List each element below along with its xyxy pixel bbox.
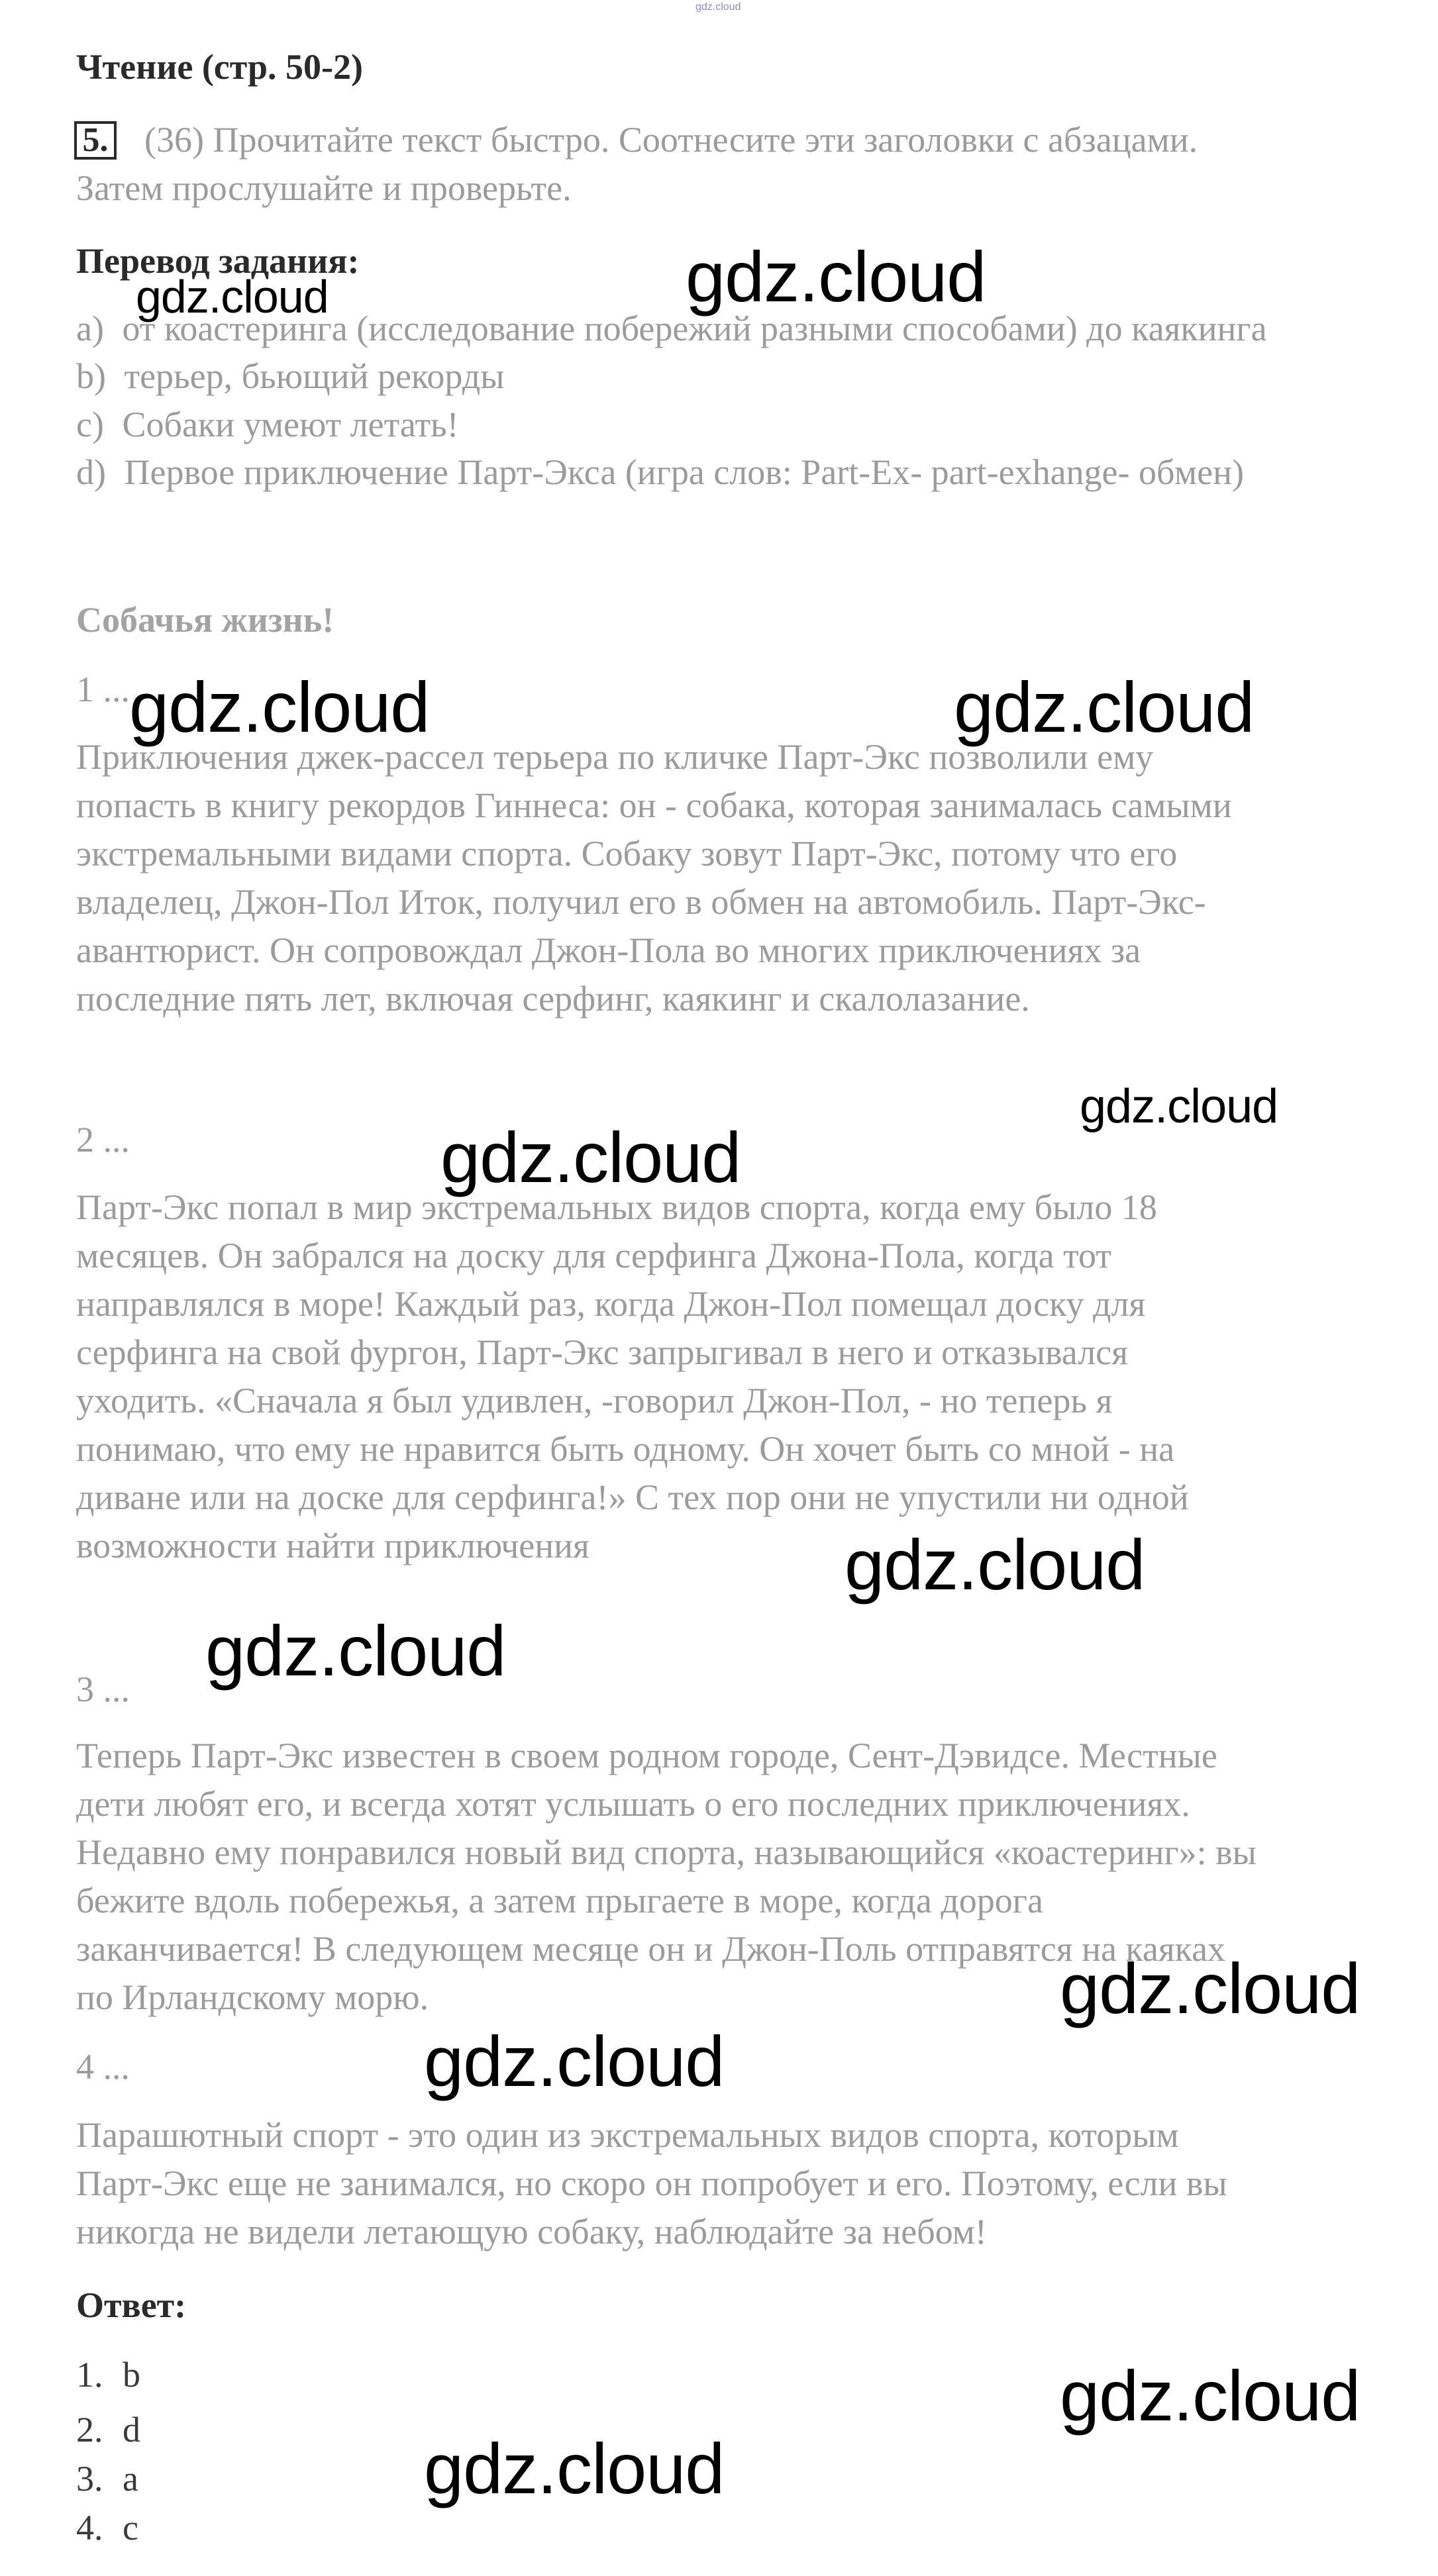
option-letter: c) xyxy=(76,405,104,444)
paragraph-2-line: диване или на доске для серфинга!» С тех пор они не упустили ни одной xyxy=(76,1477,1189,1517)
paragraph-2-line: уходить. «Сначала я был удивлен, -говорил Джон-Пол, - но теперь я xyxy=(76,1381,1113,1420)
paragraph-4-marker: 4 ... xyxy=(76,2047,130,2087)
paragraph-4-line: Парашютный спорт - это один из экстремальных видов спорта, которым xyxy=(76,2115,1179,2155)
task-instruction-line1: (36) Прочитайте текст быстро. Соотнесите эти заголовки с абзацами. xyxy=(144,120,1198,160)
watermark: gdz.cloud xyxy=(686,236,986,317)
paragraph-1-line: экстремальными видами спорта. Собаку зовут Парт-Экс, потому что его xyxy=(76,834,1178,873)
paragraph-4-line: Парт-Экс еще не занимался, но скоро он попробует и его. Поэтому, если вы xyxy=(76,2163,1227,2203)
paragraph-1-line: попасть в книгу рекордов Гиннеса: он - собака, которая занималась самыми xyxy=(76,785,1232,825)
answer-value: c xyxy=(123,2508,138,2548)
paragraph-1-line: последние пять лет, включая серфинг, каякинг и скалолазание. xyxy=(76,979,1030,1018)
paragraph-1-line: авантюрист. Он сопровождал Джон-Пола во многих приключениях за xyxy=(76,930,1141,970)
option-letter: d) xyxy=(76,452,106,492)
answer-item xyxy=(76,2354,140,2395)
answer-item xyxy=(76,2409,140,2450)
watermark: gdz.cloud xyxy=(205,1610,506,1691)
option-text: терьер, бьющий рекорды xyxy=(124,356,505,396)
paragraph-3-line: по Ирландскому морю. xyxy=(76,1977,429,2017)
top-watermark: gdz.cloud xyxy=(695,1,741,13)
paragraph-2-line: направлялся в море! Каждый раз, когда Джон-Пол помещал доску для xyxy=(76,1284,1146,1324)
paragraph-2-line: Парт-Экс попал в мир экстремальных видов спорта, когда ему было 18 xyxy=(76,1187,1157,1227)
paragraph-2-line: серфинга на свой фургон, Парт-Экс запрыгивал в него и отказывался xyxy=(76,1332,1128,1372)
answer-heading: Ответ: xyxy=(76,2285,187,2325)
watermark: gdz.cloud xyxy=(1060,1948,1361,2028)
translation-option-d xyxy=(76,452,1244,493)
paragraph-3-line: бежите вдоль побережья, а затем прыгаете в море, когда дорога xyxy=(76,1881,1043,1920)
watermark: gdz.cloud xyxy=(129,667,430,747)
paragraph-1-marker: 1 ... xyxy=(76,669,130,709)
paragraph-2-line: месяцев. Он забрался на доску для серфинга Джона-Пола, когда тот xyxy=(76,1236,1111,1275)
paragraph-2-line: возможности найти приключения xyxy=(76,1526,590,1565)
paragraph-2-marker: 2 ... xyxy=(76,1120,130,1160)
translation-option-c xyxy=(76,404,459,445)
text-title: Собачья жизнь! xyxy=(76,600,334,640)
answer-value: a xyxy=(123,2459,138,2499)
paragraph-1-line: Приключения джек-рассел терьера по кличке Парт-Экс позволили ему xyxy=(76,737,1154,777)
paragraph-2-line: понимаю, что ему не нравится быть одному. Он хочет быть со мной - на xyxy=(76,1429,1175,1469)
section-title: Чтение (стр. 50-2) xyxy=(76,47,363,87)
answer-item xyxy=(76,2507,138,2548)
option-text: от коастеринга (исследование побережий разными способами) до каякинга xyxy=(122,309,1267,348)
option-letter: a) xyxy=(76,309,104,348)
watermark: gdz.cloud xyxy=(954,667,1255,747)
answer-value: b xyxy=(123,2355,140,2395)
watermark: gdz.cloud xyxy=(136,271,329,322)
option-text: Первое приключение Парт-Экса (игра слов: Part-Ex- part-exhange- обмен) xyxy=(124,452,1244,492)
translation-heading: Перевод задания: xyxy=(76,241,360,281)
answer-number: 2. xyxy=(76,2410,103,2450)
paragraph-3-line: дети любят его, и всегда хотят услышать о его последних приключениях. xyxy=(76,1784,1190,1824)
option-letter: b) xyxy=(76,356,106,396)
watermark: gdz.cloud xyxy=(424,2021,725,2101)
watermark: gdz.cloud xyxy=(440,1117,741,1197)
watermark: gdz.cloud xyxy=(1060,2355,1361,2436)
paragraph-3-line: заканчивается! В следующем месяце он и Джон-Поль отправятся на каяках xyxy=(76,1929,1226,1969)
answer-number: 4. xyxy=(76,2508,103,2548)
answer-number: 3. xyxy=(76,2459,103,2499)
paragraph-1-line: владелец, Джон-Пол Иток, получил его в обмен на автомобиль. Парт-Экс- xyxy=(76,882,1206,922)
paragraph-3-marker: 3 ... xyxy=(76,1669,130,1709)
paragraph-4-line: никогда не видели летающую собаку, наблюдайте за небом! xyxy=(76,2212,987,2252)
answer-item xyxy=(76,2458,138,2499)
task-number-box: 5. xyxy=(74,121,117,160)
task-instruction-line2: Затем прослушайте и проверьте. xyxy=(76,168,572,208)
option-text: Собаки умеют летать! xyxy=(122,405,459,444)
watermark: gdz.cloud xyxy=(424,2428,725,2508)
translation-option-b xyxy=(76,356,504,397)
answer-number: 1. xyxy=(76,2355,103,2395)
watermark: gdz.cloud xyxy=(1080,1080,1278,1133)
paragraph-3-line: Теперь Парт-Экс известен в своем родном городе, Сент-Дэвидсе. Местные xyxy=(76,1736,1217,1775)
watermark: gdz.cloud xyxy=(845,1524,1145,1605)
paragraph-3-line: Недавно ему понравился новый вид спорта, называющийся «коастеринг»: вы xyxy=(76,1832,1257,1872)
answer-value: d xyxy=(123,2410,140,2450)
